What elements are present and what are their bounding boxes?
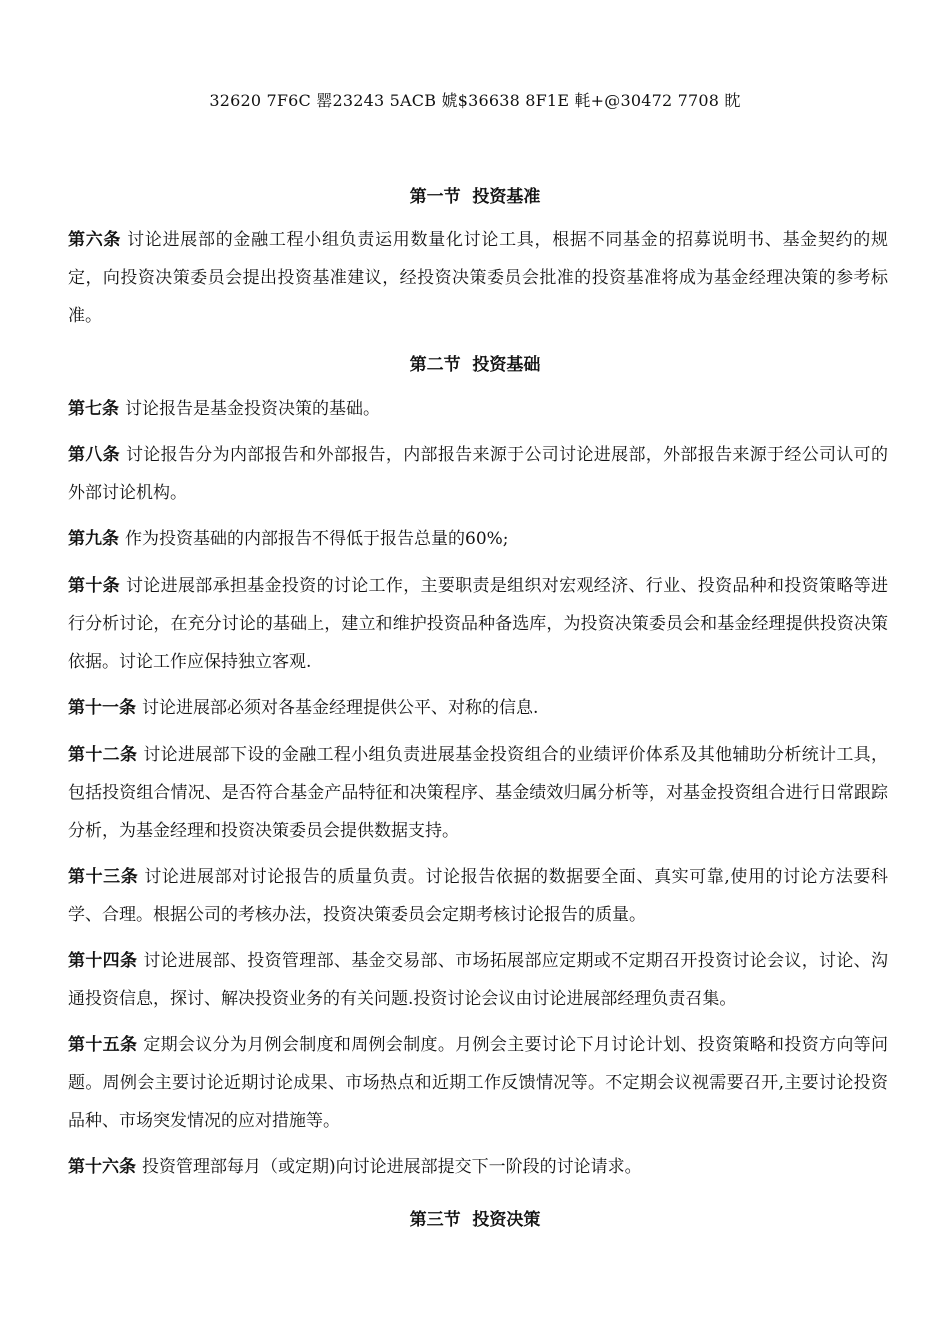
article-10 — [68, 567, 888, 681]
article-label: 第八条 — [68, 445, 120, 465]
article-text: 讨论进展部承担基金投资的讨论工作，主要职责是组织对宏观经济、行业、投资品种和投资策略等进行分析讨论，在充分讨论的基础上，建立和维护投资品种备选库，为投资决策委员会和基金经理提供投资决策依据。讨论工作应保持独立客观. — [68, 576, 889, 672]
article-7 — [68, 390, 888, 428]
article-label: 第十一条 — [68, 698, 136, 718]
section-title-3: 第三节 投资决策 — [409, 1210, 541, 1230]
article-text: 定期会议分为月例会制度和周例会制度。月例会主要讨论下月讨论计划、投资策略和投资方向等问题。周例会主要讨论近期讨论成果、市场热点和近期工作反馈情况等。不定期会议视需要召开,主要讨论投资品种、市场突发情况的应对措施等。 — [68, 1035, 889, 1131]
article-label: 第六条 — [68, 230, 122, 250]
article-8 — [68, 436, 888, 512]
article-text: 投资管理部每月（或定期)向讨论进展部提交下一阶段的讨论请求。 — [142, 1157, 642, 1177]
article-text: 讨论进展部、投资管理部、基金交易部、市场拓展部应定期或不定期召开投资讨论会议，讨论、沟通投资信息，探讨、解决投资业务的有关问题.投资讨论会议由讨论进展部经理负责召集。 — [68, 951, 889, 1009]
article-text: 讨论报告是基金投资决策的基础。 — [125, 399, 380, 419]
article-12 — [68, 736, 888, 850]
article-label: 第十六条 — [68, 1157, 136, 1177]
article-label: 第十四条 — [68, 951, 138, 971]
article-9 — [68, 520, 888, 558]
article-14 — [68, 942, 888, 1018]
article-text: 讨论进展部对讨论报告的质量负责。讨论报告依据的数据要全面、真实可靠,使用的讨论方法要科学、合理。根据公司的考核办法，投资决策委员会定期考核讨论报告的质量。 — [68, 867, 888, 925]
article-6 — [68, 221, 888, 335]
article-11 — [68, 689, 888, 727]
header-code-line: 32620 7F6C 罂23243 5ACB 婋$36638 8F1E 軞+@30472 7708 眈 — [209, 91, 741, 110]
article-13 — [68, 858, 888, 934]
article-text: 讨论进展部下设的金融工程小组负责进展基金投资组合的业绩评价体系及其他辅助分析统计工具，包括投资组合情况、是否符合基金产品特征和决策程序、基金绩效归属分析等，对基金投资组合进行日常跟踪分析，为基金经理和投资决策委员会提供数据支持。 — [68, 745, 889, 841]
article-15 — [68, 1026, 888, 1140]
article-label: 第十三条 — [68, 867, 139, 887]
article-label: 第十二条 — [68, 745, 138, 765]
article-16 — [68, 1148, 888, 1186]
article-label: 第七条 — [68, 399, 119, 419]
article-label: 第十五条 — [68, 1035, 138, 1055]
section-title-2: 第二节 投资基础 — [409, 355, 541, 375]
article-text: 讨论进展部必须对各基金经理提供公平、对称的信息. — [142, 698, 539, 718]
article-text: 讨论进展部的金融工程小组负责运用数量化讨论工具，根据不同基金的招募说明书、基金契约的规定，向投资决策委员会提出投资基准建议，经投资决策委员会批准的投资基准将成为基金经理决策的参考标准。 — [68, 230, 889, 326]
article-label: 第九条 — [68, 529, 119, 549]
article-label: 第十条 — [68, 576, 120, 596]
section-title-1: 第一节 投资基准 — [409, 187, 541, 207]
article-text: 讨论报告分为内部报告和外部报告，内部报告来源于公司讨论进展部，外部报告来源于经公司认可的外部讨论机构。 — [68, 445, 889, 503]
article-text: 作为投资基础的内部报告不得低于报告总量的60%; — [125, 529, 509, 549]
